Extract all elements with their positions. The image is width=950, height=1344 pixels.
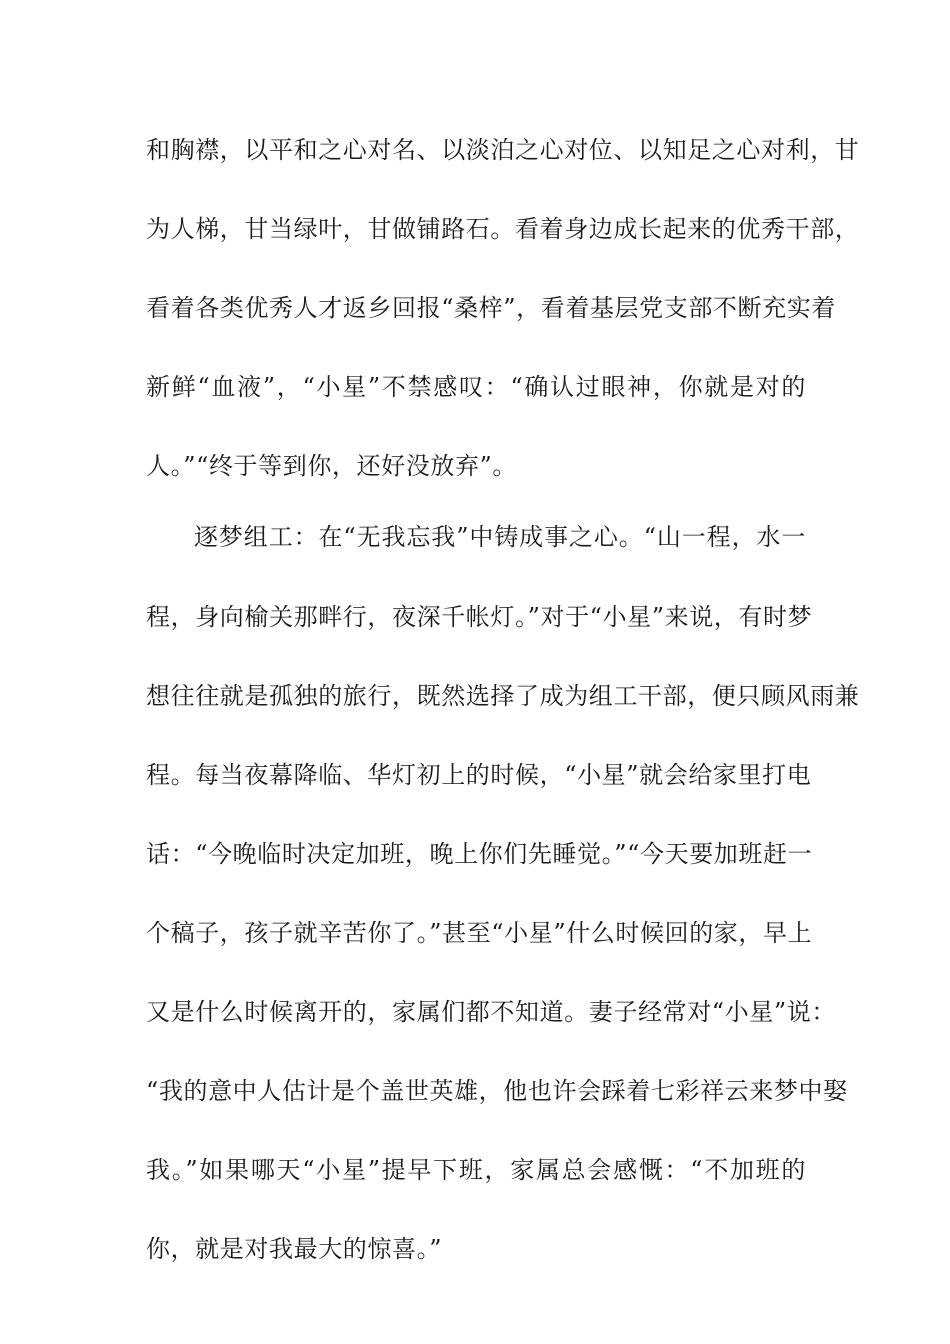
paragraph-2-line-5: 话：“今晚临时决定加班，晚上你们先睡觉。”“今天要加班赶一 — [146, 840, 813, 868]
paragraph-1-line-2: 为人梯，甘当绿叶，甘做铺路石。看着身边成长起来的优秀干部， — [146, 215, 860, 243]
paragraph-2-line-9: 我。”如果哪天“小星”提早下班，家属总会感慨：“不加班的 — [146, 1156, 806, 1184]
paragraph-2-line-1: 逐梦组工：在“无我忘我”中铸成事之心。“山一程，水一 — [194, 523, 806, 551]
paragraph-2-line-3: 想往往就是孤独的旅行，既然选择了成为组工干部，便只顾风雨兼 — [146, 682, 860, 710]
paragraph-2-line-6: 个稿子，孩子就辛苦你了。”甚至“小星”什么时候回的家，早上 — [146, 919, 813, 947]
paragraph-2-line-10: 你，就是对我最大的惊喜。” — [146, 1235, 443, 1263]
paragraph-1-line-3: 看着各类优秀人才返乡回报“桑梓”，看着基层党支部不断充实着 — [146, 294, 836, 322]
paragraph-2-line-8: “我的意中人估计是个盖世英雄，他也许会踩着七彩祥云来梦中娶 — [146, 1077, 848, 1105]
paragraph-1-line-1: 和胸襟，以平和之心对名、以淡泊之心对位、以知足之心对利，甘 — [146, 136, 860, 164]
paragraph-2-line-2: 程，身向榆关那畔行，夜深千帐灯。”对于“小星”来说，有时梦 — [146, 603, 813, 631]
paragraph-1-line-5: 人。”“终于等到你，还好没放弃”。 — [146, 452, 518, 480]
paragraph-1-line-4: 新鲜“血液”，“小星”不禁感叹：“确认过眼神，你就是对的 — [146, 373, 806, 401]
paragraph-2-line-4: 程。每当夜幕降临、华灯初上的时候，“小星”就会给家里打电 — [146, 761, 812, 789]
paragraph-2-line-7: 又是什么时候离开的，家属们都不知道。妻子经常对“小星”说： — [146, 998, 836, 1026]
